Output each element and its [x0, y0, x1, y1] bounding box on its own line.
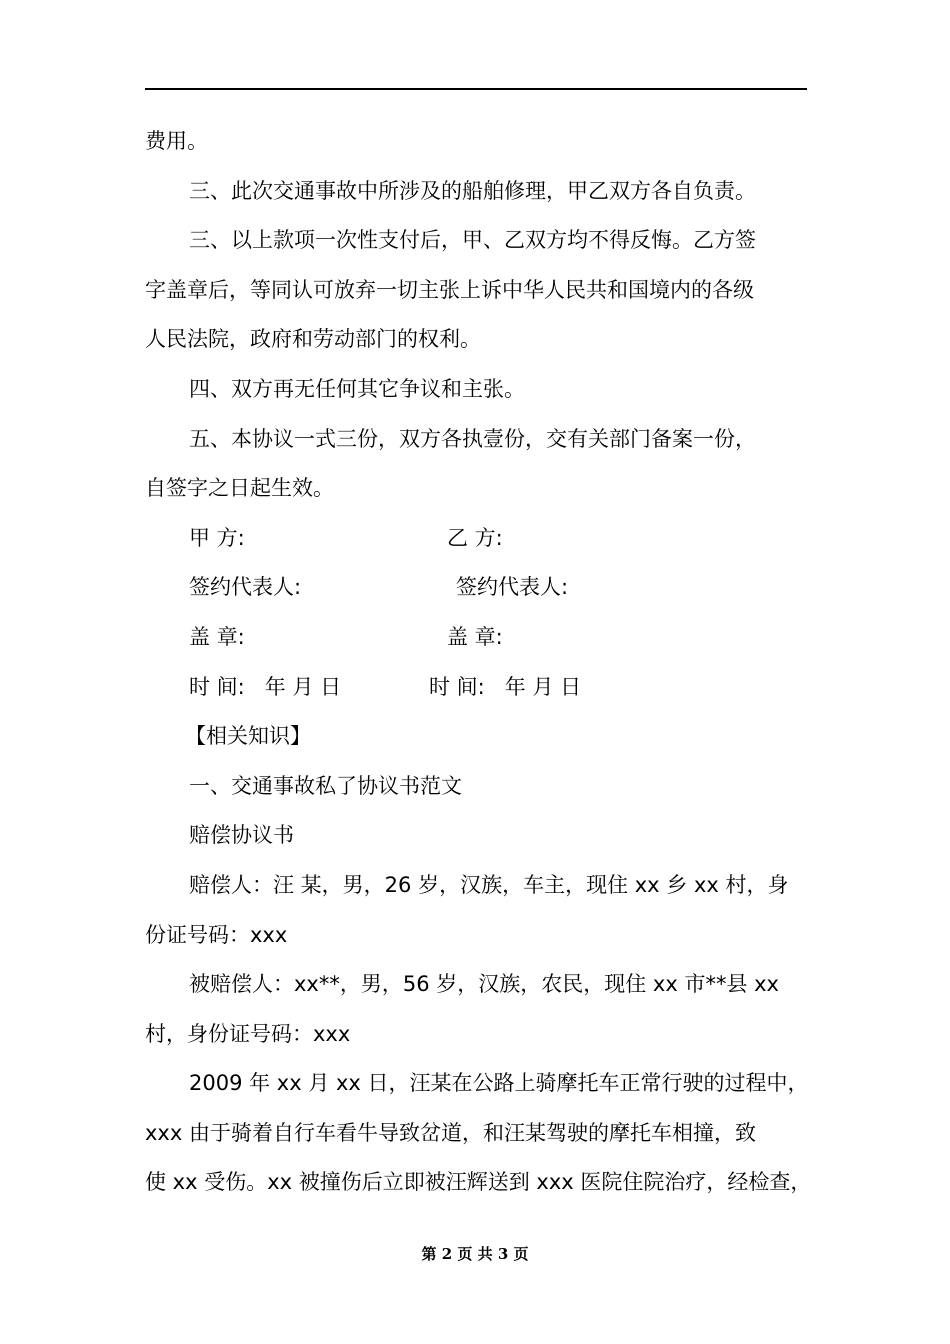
signature-row-seal: [145, 613, 815, 663]
section-title: 一、交通事故私了协议书范文: [189, 773, 462, 798]
paragraph-line: 三、以上款项一次性支付后，甲、乙双方均不得反悔。乙方签: [189, 228, 756, 253]
party-a-label: 甲 方:: [189, 525, 245, 550]
rep-a-label: 签约代表人:: [189, 575, 302, 600]
time-b-label: 时 间: 年 月 日: [429, 674, 582, 699]
seal-b-label: 盖 章:: [447, 624, 503, 649]
signature-row-time: [145, 663, 815, 713]
seal-a-label: 盖 章:: [189, 624, 245, 649]
paragraph-line: xxx 由于骑着自行车看牛导致岔道，和汪某驾驶的摩托车相撞，致: [145, 1120, 756, 1145]
paragraph-line: 2009 年 xx 月 xx 日，汪某在公路上骑摩托车正常行驶的过程中，: [189, 1071, 809, 1096]
paragraph-line: 费用。: [145, 129, 208, 153]
paragraph-line: 被赔偿人：xx**，男，56 岁，汉族，农民，现住 xx 市**县 xx: [189, 972, 779, 997]
paragraph-line: 自签字之日起生效。: [145, 476, 334, 501]
party-b-label: 乙 方:: [447, 525, 503, 550]
agreement-title: 赔偿协议书: [189, 823, 294, 848]
related-knowledge-heading: 【相关知识】: [185, 724, 311, 749]
paragraph-line: 份证号码：xxx: [145, 922, 288, 947]
signature-row-representative: [145, 563, 815, 613]
paragraph-line: 赔偿人：汪 某，男，26 岁，汉族，车主，现住 xx 乡 xx 村，身: [189, 872, 789, 897]
paragraph-line: 人民法院，政府和劳动部门的权利。: [145, 327, 481, 352]
paragraph-line: 三、此次交通事故中所涉及的船舶修理，甲乙双方各自负责。: [189, 178, 756, 203]
paragraph-line: 五、本协议一式三份，双方各执壹份，交有关部门备案一份，: [189, 426, 756, 451]
header-rule: [145, 88, 807, 90]
paragraph-line: 使 xx 受伤。xx 被撞伤后立即被汪辉送到 xxx 医院住院治疗，经检查，: [145, 1170, 812, 1195]
paragraph-line: 四、双方再无任何其它争议和主张。: [189, 376, 525, 401]
time-a-label: 时 间: 年 月 日: [189, 674, 342, 699]
paragraph-line: 字盖章后，等同认可放弃一切主张上诉中华人民共和国境内的各级: [145, 277, 754, 302]
rep-b-label: 签约代表人:: [456, 575, 569, 600]
paragraph-line: 村，身份证号码：xxx: [145, 1021, 351, 1046]
document-body: [145, 117, 815, 1208]
page-number: 第 2 页 共 3 页: [421, 1245, 529, 1263]
signature-row-party: [145, 514, 815, 564]
